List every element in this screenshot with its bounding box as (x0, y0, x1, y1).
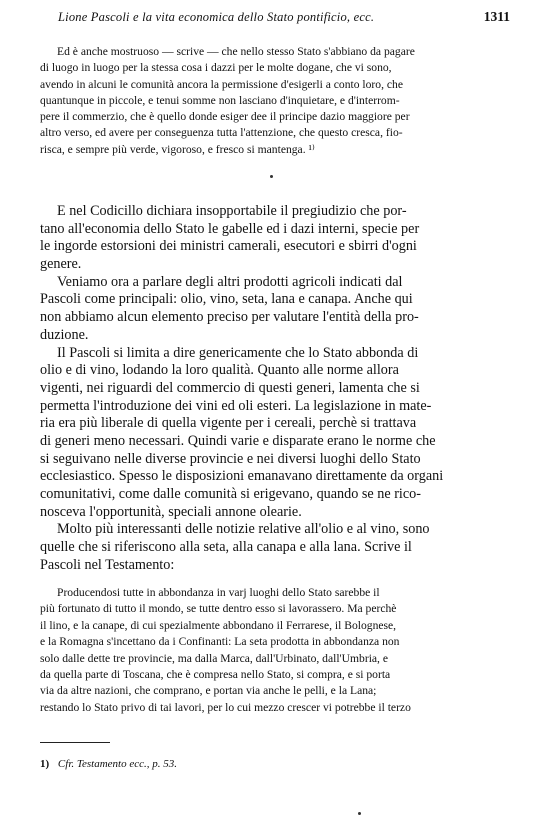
footnote-divider (40, 742, 110, 743)
body-line: Pascoli nel Testamento: (40, 556, 175, 573)
quote-line: altro verso, ed avere per conseguenza tutta l'attenzione, che questo cresca, fio- (40, 126, 403, 140)
quote-line: di luogo in luogo per la stessa cosa i dazzi per le molte dogane, che vi sono, (40, 61, 392, 75)
body-line: comunitativi, come dalle comunità si erigevano, quando se ne rico- (40, 486, 421, 502)
body-line: Il Pascoli si limita a dire genericamente che lo Stato abbonda di (57, 344, 419, 361)
body-line: quelle che si riferiscono alla seta, alla canapa e alla lana. Scrive il (40, 539, 412, 556)
body-line: le ingorde estorsioni dei ministri camerali, esecutori e sbirri d'ogni (40, 238, 417, 255)
quote-line: via da altre nazioni, che comprano, e portan via anche le pelli, e la Lana; (40, 684, 377, 698)
block-quote-first (40, 44, 510, 158)
body-text (40, 203, 510, 574)
running-header (40, 8, 510, 30)
footnote-mark: 1) (40, 758, 50, 770)
body-line: Molto più interessanti delle notizie relative all'olio e al vino, sono (57, 521, 430, 538)
body-line: non abbiamo alcun elemento preciso per valutare l'entità della pro- (40, 309, 419, 326)
body-line: di generi meno necessari. Quindi varie e disparate erano le norme che (40, 432, 436, 449)
quote-line: solo dalle dette tre provincie, ma dalla Marca, dall'Urbinato, dall'Umbria, e (40, 651, 388, 665)
quote-line: pere il commerzio, che è quello donde esiger dee il principe dazio maggiore per (40, 110, 410, 124)
body-line: genere. (40, 256, 82, 273)
quote-line: quantunque in piccole, e tenui somme non lasciano d'inquietare, e d'interrom- (40, 93, 400, 107)
body-line: ecclesiastico. Spesso le disposizioni emanavano direttamente da organi (40, 468, 444, 485)
body-line: vigenti, nei riguardi del commercio di questi generi, lamenta che si (40, 379, 420, 396)
block-quote-second (40, 585, 510, 716)
quote-line: restando lo Stato privo di tai lavori, per lo cui mezzo crescer vi potrebbe il terzo (40, 700, 411, 714)
footnote-text: Cfr. Testamento ecc., p. 53. (57, 758, 177, 770)
running-title: Lione Pascoli e la vita economica dello Stato pontificio, ecc. (58, 10, 375, 24)
body-line: tano all'economia dello Stato le gabelle ed i dazi interni, specie per (40, 220, 420, 237)
footnote (40, 758, 177, 770)
body-line: olio e di vino, lodando la loro qualità. Quanto alle norme allora (40, 362, 399, 379)
quote-line: più fortunato di tutto il mondo, se tutte dentro esso si lavorassero. Ma perchè (40, 602, 397, 616)
body-line: nosceva l'opportunità, speciali annone olearie. (40, 503, 302, 520)
body-line: E nel Codicillo dichiara insopportabile il pregiudizio che por- (57, 203, 407, 219)
page-number: 1311 (483, 9, 510, 24)
body-line: permetta l'introduzione dei vini ed oli esteri. La legislazione in mate- (40, 397, 432, 414)
quote-line: avendo in alcuni le comunità ancora la permissione d'esigerli a conto loro, che (40, 77, 403, 91)
quote-line: il lino, e la canape, di cui spezialmente abbondano il Ferrarese, il Bolognese, (40, 618, 397, 632)
body-line: Pascoli come principali: olio, vino, seta, lana e canapa. Anche qui (40, 291, 413, 308)
body-line: Veniamo ora a parlare degli altri prodotti agricoli indicati dal (57, 273, 403, 290)
body-line: duzione. (40, 326, 89, 343)
quote-line: da quella parte di Toscana, che è compresa nello Stato, si compra, e si porta (40, 667, 391, 681)
body-line: si seguivano nelle diverse provincie e nei diversi luoghi dello Stato (40, 450, 421, 467)
print-speck (270, 175, 273, 178)
body-line: ria era più liberale di quella vigente per i cereali, perchè si trattava (40, 415, 417, 432)
quote-line: e la Romagna s'incettano da i Confinanti: La seta prodotta in abbondanza non (40, 635, 400, 649)
quote-line: Ed è anche mostruoso — scrive — che nello stesso Stato s'abbiano da pagare (57, 45, 415, 58)
print-speck (358, 812, 361, 815)
quote-line: risca, e sempre più verde, vigoroso, e fresco si mantenga. ¹⁾ (40, 142, 315, 156)
quote-line: Producendosi tutte in abbondanza in varj luoghi dello Stato sarebbe il (57, 586, 380, 599)
